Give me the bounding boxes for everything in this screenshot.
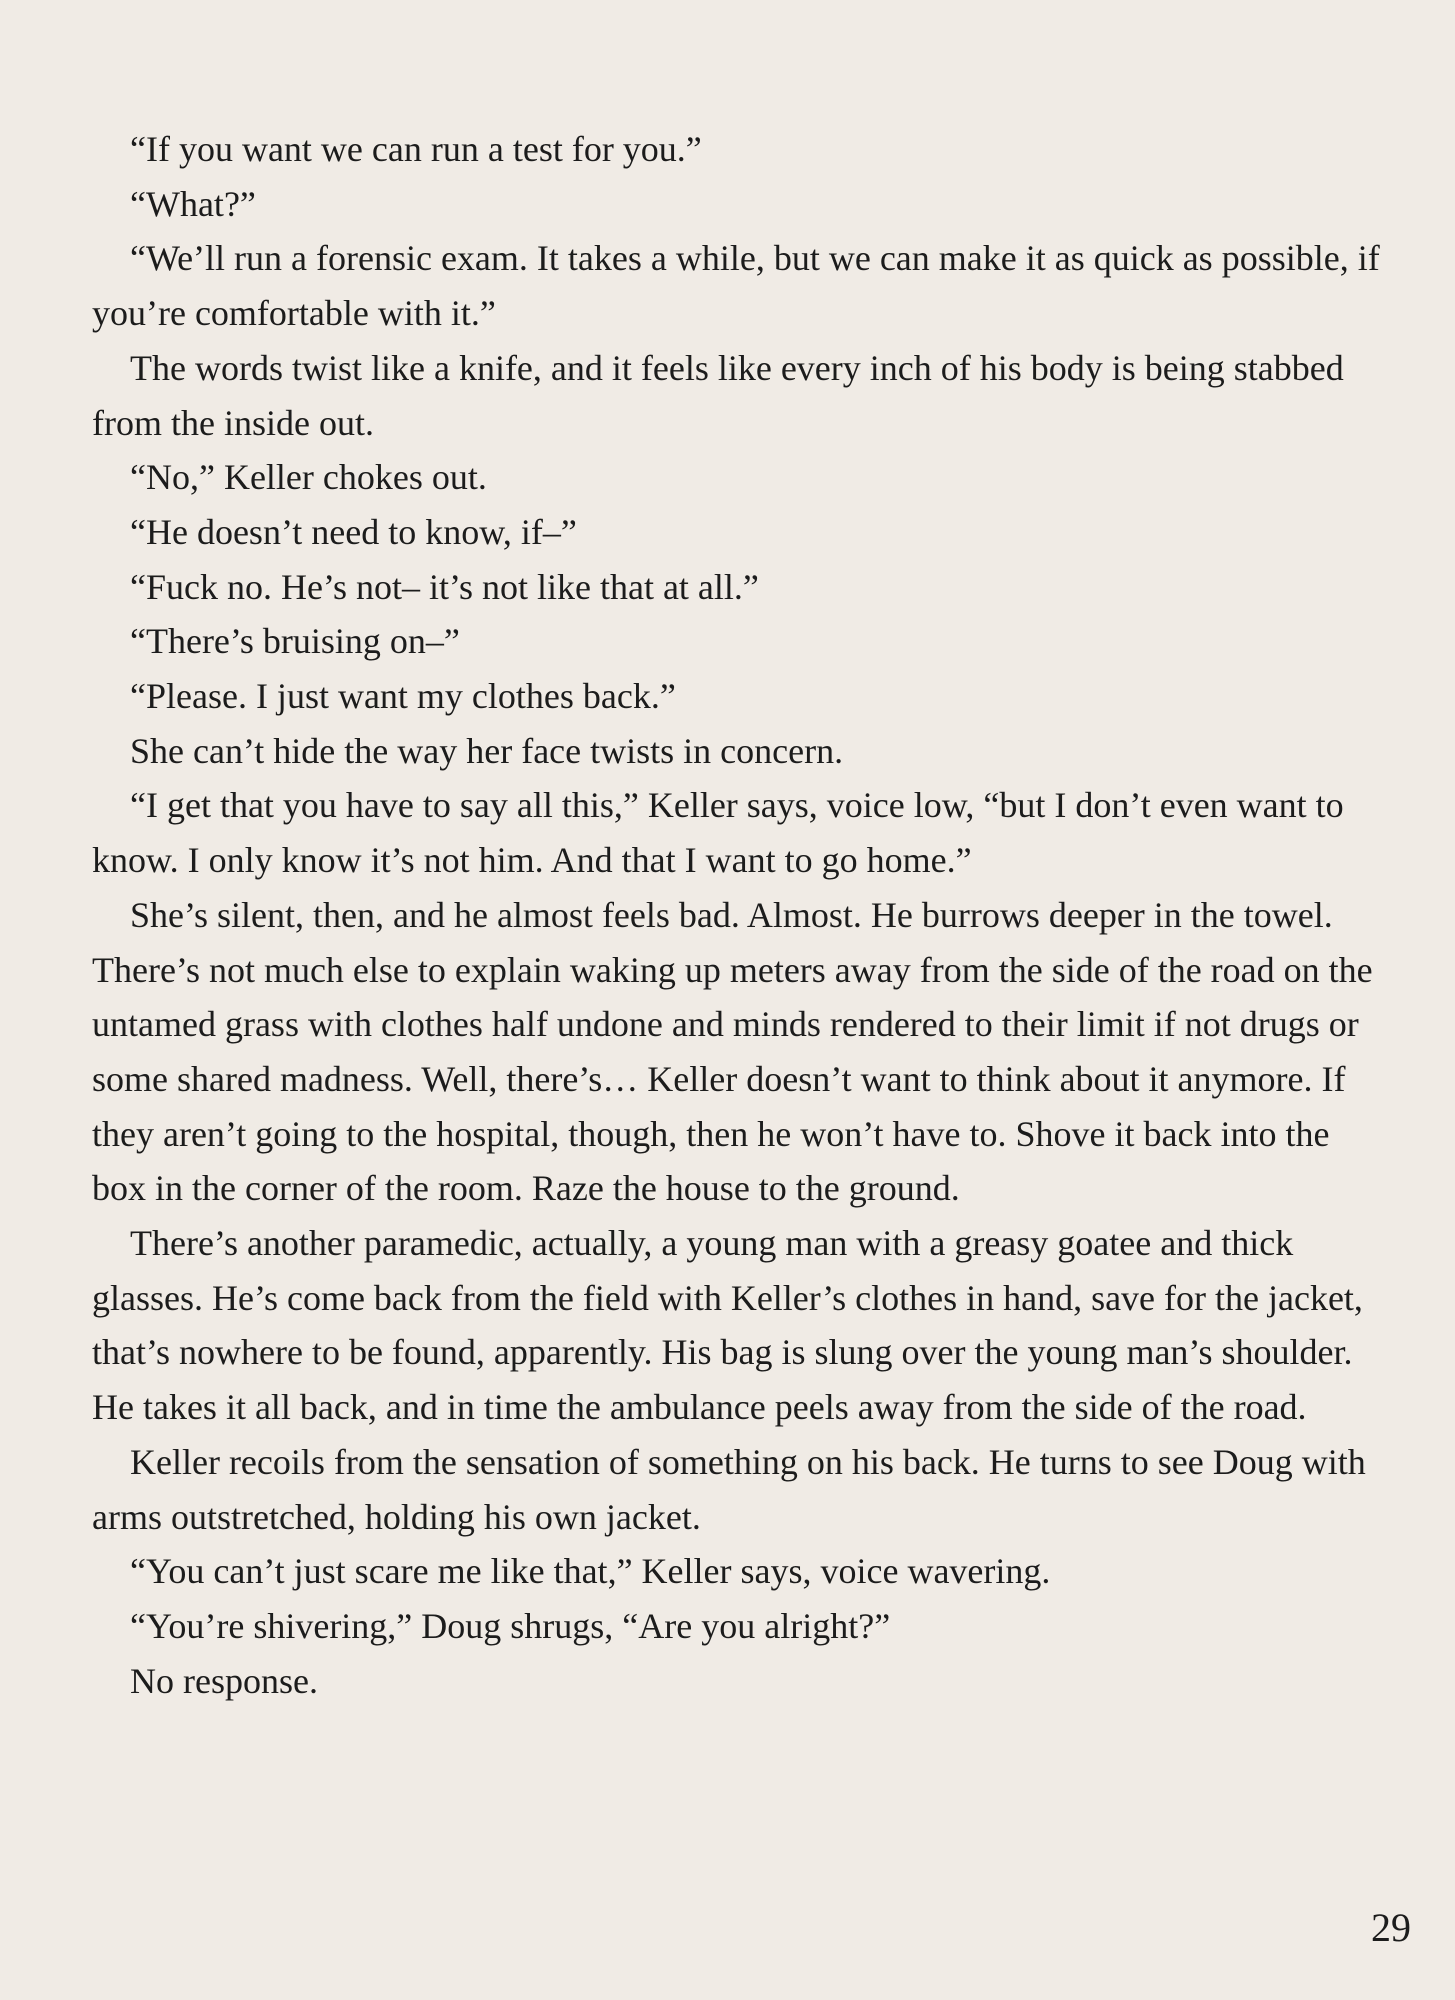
paragraph: “If you want we can run a test for you.” xyxy=(130,129,702,169)
paragraph: “You’re shivering,” Doug shrugs, “Are you alright?” xyxy=(130,1605,891,1646)
paragraph: She’s silent, then, and he almost feels bad. Almost. He burrows deeper in the towel. There’s not much else to explain waking up meters away from the side of the road on the untamed grass with clothes half undone and minds rendered to their limit if not drugs or some shared madness. Well, there’s… Keller doesn’t want to think about it anymore. If they aren’t going to the hospital, though, then he won’t have to. Shove it back into the box in the corner of the room. Raze the house to the ground. xyxy=(92,894,1373,1209)
paragraph: “What?” xyxy=(130,183,256,224)
paragraph: Keller recoils from the sensation of something on his back. He turns to see Doug with arms outstretched, holding his own jacket. xyxy=(92,1441,1366,1537)
paragraph: “Fuck no. He’s not– it’s not like that at all.” xyxy=(130,566,759,607)
paragraph: “There’s bruising on–” xyxy=(130,621,460,662)
page-number: 29 xyxy=(1371,1905,1411,1950)
paragraph: “Please. I just want my clothes back.” xyxy=(130,676,676,717)
paragraph: “You can’t just scare me like that,” Keller says, voice wavering. xyxy=(130,1551,1051,1592)
paragraph: “No,” Keller chokes out. xyxy=(130,457,487,498)
paragraph: “I get that you have to say all this,” Keller says, voice low, “but I don’t even want to know. I only know it’s not him. And that I want to go home.” xyxy=(92,785,1344,881)
paragraph: “He doesn’t need to know, if–” xyxy=(130,511,577,552)
paragraph: “We’ll run a forensic exam. It takes a while, but we can make it as quick as possible, if you’re comfortable with it.” xyxy=(92,238,1380,334)
paragraph: No response. xyxy=(130,1660,318,1701)
body-text xyxy=(92,122,1382,1708)
paragraph: There’s another paramedic, actually, a young man with a greasy goatee and thick glasses. He’s come back from the field with Keller’s clothes in hand, save for the jacket, that’s nowhere to be found, apparently. His bag is slung over the young man’s shoulder. He takes it all back, and in time the ambulance peels away from the side of the road. xyxy=(92,1223,1363,1428)
paragraph: The words twist like a knife, and it feels like every inch of his body is being stabbed from the inside out. xyxy=(92,347,1344,443)
paragraph: She can’t hide the way her face twists in concern. xyxy=(130,730,844,771)
